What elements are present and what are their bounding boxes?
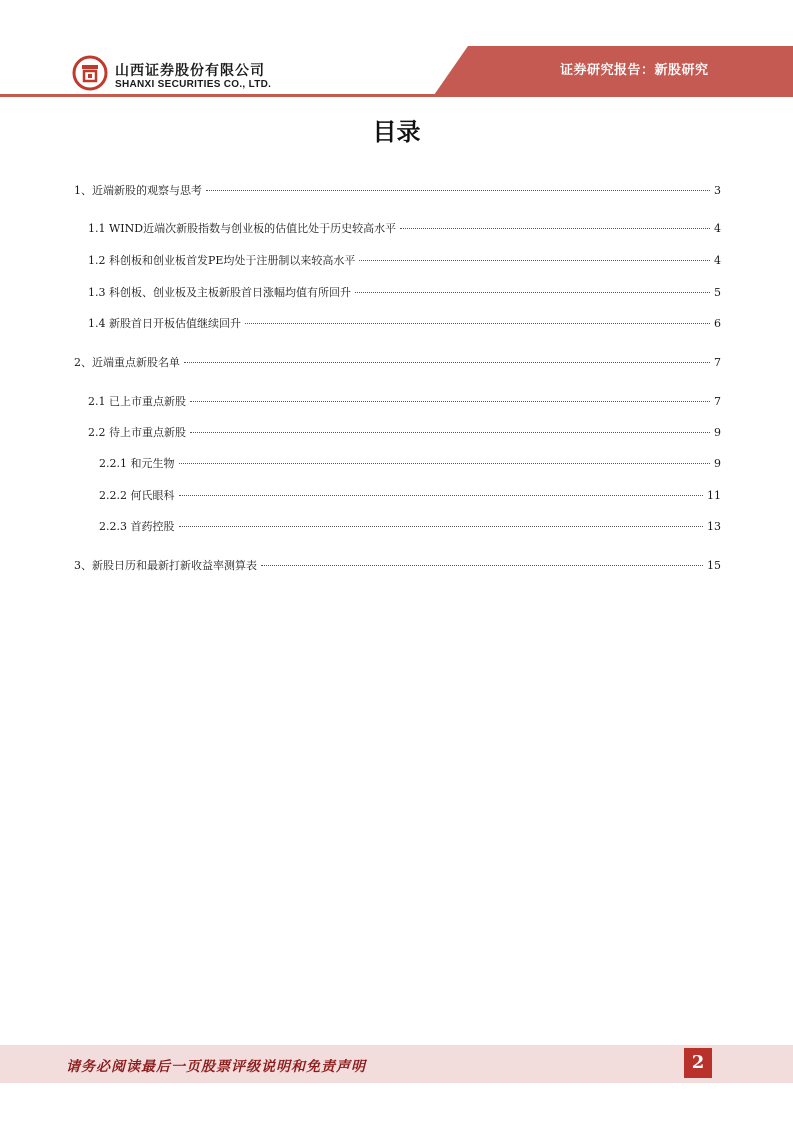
toc-leader-dots [184, 362, 710, 363]
toc-entry[interactable] [99, 455, 721, 469]
toc-entry[interactable] [88, 315, 721, 329]
toc-entry-label: 1.4 新股首日开板估值继续回升 [88, 317, 241, 330]
company-logo-icon [72, 55, 108, 91]
toc-entry-page: 11 [707, 489, 721, 502]
toc-entry-page: 7 [714, 395, 721, 408]
toc-entry[interactable] [88, 220, 721, 234]
toc-entry[interactable] [99, 487, 721, 501]
toc-leader-dots [190, 432, 710, 433]
toc-entry-label: 1.2 科创板和创业板首发PE均处于注册制以来较高水平 [88, 254, 356, 267]
page-header [0, 0, 793, 100]
toc-entry[interactable] [88, 252, 721, 266]
header-divider [0, 94, 793, 97]
toc-entry-page: 9 [714, 457, 721, 470]
toc-leader-dots [179, 495, 704, 496]
toc-leader-dots [179, 526, 704, 527]
toc-entry-label: 3、新股日历和最新打新收益率测算表 [74, 559, 257, 572]
toc-leader-dots [190, 401, 710, 402]
toc-entry[interactable] [88, 393, 721, 407]
toc-entry-page: 4 [714, 254, 721, 267]
toc-entry-label: 2.2.3 首药控股 [99, 520, 175, 533]
toc-entry[interactable] [99, 518, 721, 532]
toc-entry-page: 3 [714, 184, 721, 197]
toc-entry[interactable] [74, 354, 721, 368]
toc-entry-label: 2、近端重点新股名单 [74, 356, 180, 369]
toc-entry-page: 4 [714, 222, 721, 235]
toc-leader-dots [206, 190, 710, 191]
company-name-en: SHANXI SECURITIES CO., LTD. [115, 79, 272, 90]
toc-leader-dots [400, 228, 710, 229]
toc-entry-label: 2.2.2 何氏眼科 [99, 489, 175, 502]
toc-entry-label: 1.3 科创板、创业板及主板新股首日涨幅均值有所回升 [88, 286, 351, 299]
company-name-cn: 山西证券股份有限公司 [115, 63, 265, 79]
toc-entry-page: 6 [714, 317, 721, 330]
toc-leader-dots [355, 292, 710, 293]
toc-entry[interactable] [74, 182, 721, 196]
toc-entry-label: 2.2.1 和元生物 [99, 457, 175, 470]
toc-entry-page: 15 [707, 559, 721, 572]
toc-entry[interactable] [88, 284, 721, 298]
toc-entry[interactable] [74, 557, 721, 571]
toc-leader-dots [261, 565, 703, 566]
toc-entry-page: 7 [714, 356, 721, 369]
report-type-label: 证券研究报告：新股研究 [560, 63, 709, 78]
toc-entry-label: 1.1 WIND近端次新股指数与创业板的估值比处于历史较高水平 [88, 222, 397, 235]
toc-entry-label: 1、近端新股的观察与思考 [74, 184, 202, 197]
toc-entry-label: 2.1 已上市重点新股 [88, 395, 186, 408]
toc-title: 目录 [372, 118, 421, 146]
toc-entry-page: 13 [707, 520, 721, 533]
toc-leader-dots [359, 260, 710, 261]
toc-entry-page: 9 [714, 426, 721, 439]
toc-entry-label: 2.2 待上市重点新股 [88, 426, 186, 439]
page-number: 2 [684, 1048, 712, 1078]
toc-entry-page: 5 [714, 286, 721, 299]
toc-leader-dots [245, 323, 710, 324]
footer-disclaimer: 请务必阅读最后一页股票评级说明和免责声明 [66, 1059, 366, 1075]
toc-entry[interactable] [88, 424, 721, 438]
toc-leader-dots [179, 463, 711, 464]
